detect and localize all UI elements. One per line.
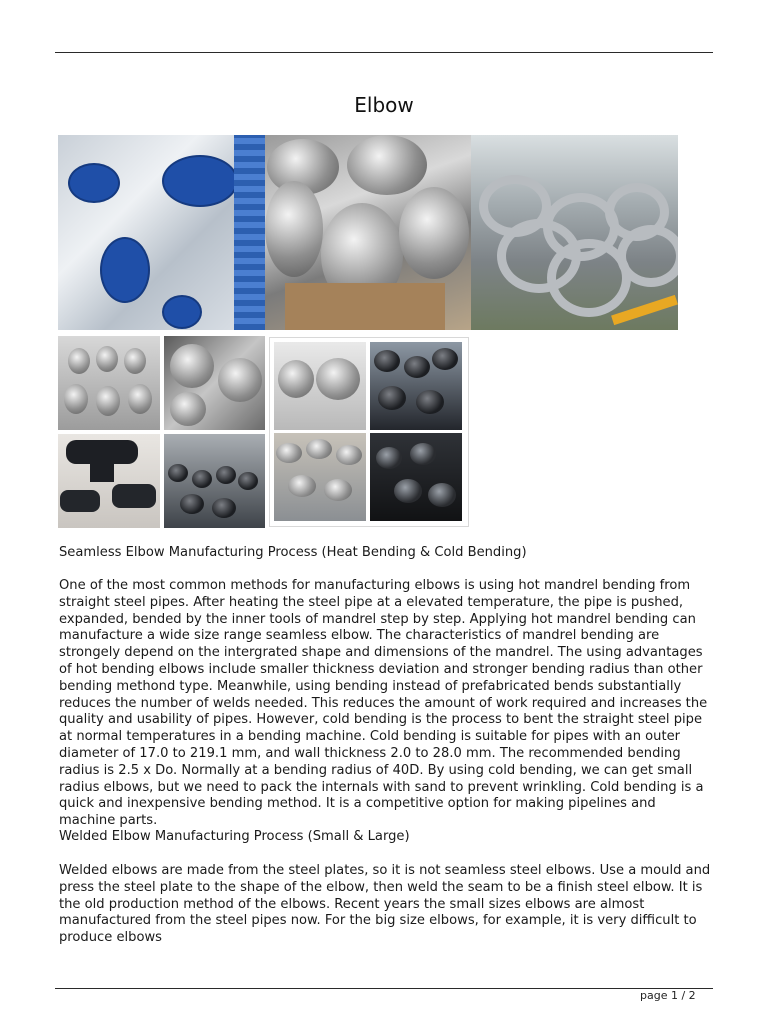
- flange: [306, 439, 332, 459]
- wooden-pallet: [285, 283, 445, 330]
- fitting: [180, 494, 204, 514]
- reducer-fitting: [124, 348, 146, 374]
- elbow-stock-warehouse-photo: [471, 135, 678, 330]
- blue-cap-icon: [162, 295, 202, 329]
- black-elbow: [378, 386, 406, 410]
- flange: [218, 358, 262, 402]
- blue-cap-icon: [162, 155, 238, 207]
- pipe-opening: [265, 181, 323, 277]
- black-elbow: [432, 348, 458, 370]
- flange: [170, 344, 214, 388]
- blue-capped-pipe-fittings-photo: [58, 135, 265, 330]
- flanges-pile-photo: [274, 433, 366, 521]
- flange-photo: [164, 336, 265, 430]
- section-heading-seamless: Seamless Elbow Manufacturing Process (Heat Bending & Cold Bending): [59, 545, 527, 560]
- reducer-fitting: [128, 384, 152, 414]
- fitting: [216, 466, 236, 484]
- pipe-opening: [347, 135, 427, 195]
- black-elbow: [416, 390, 444, 414]
- black-tee: [112, 484, 156, 508]
- flange: [276, 443, 302, 463]
- reducer-fitting: [68, 348, 90, 374]
- footer-rule: [55, 988, 713, 989]
- paragraph-welded: Welded elbows are made from the steel plates, so it is not seamless steel elbows. Use a mould and press the steel plate to the shape of the elbow, then weld the seam to be a finish steel elbow. It is the old production method of the elbows. Recent years the small sizes elbows are almost manufactured from the steel pipes now. For the big size elbows, for example, it is very difficult to produce elbows: [59, 863, 711, 946]
- black-elbows-stack-photo: [370, 342, 462, 430]
- flange: [170, 392, 206, 426]
- pipe-fittings-yard-photo: [164, 434, 265, 528]
- page-title: Elbow: [354, 93, 414, 117]
- steel-couplings-photo: [274, 342, 366, 430]
- fitting: [238, 472, 258, 490]
- stainless-tee-fittings-photo: [265, 135, 471, 330]
- fitting: [212, 498, 236, 518]
- black-tee: [394, 479, 422, 503]
- black-tee: [60, 490, 100, 512]
- reducer-fittings-photo: [58, 336, 160, 430]
- header-rule: [55, 52, 713, 53]
- blue-basket: [234, 135, 265, 330]
- reducer-fitting: [96, 346, 118, 372]
- coupling: [278, 360, 314, 398]
- reducer-fitting: [64, 384, 88, 414]
- black-elbow: [374, 350, 400, 372]
- paragraph-seamless: One of the most common methods for manufacturing elbows is using hot mandrel bending from straight steel pipes. After heating the steel pipe at a elevated temperature, the pipe is pushed, expanded, bended by the inner tools of mandrel step by step. Applying hot mandrel bending can manufacture a wide size range seamless elbow. The characteristics of mandrel bending are strongely depend on the intergrated shape and dimensions of the mandrel. The using advantages of hot bending elbows include smaller thickness deviation and stronger bending radius than other bending methond type. Meanwhile, using bending instead of prefabricated bends substantially reduces the number of welds needed. This reduces the amount of work required and increases the quality and usability of pipes. However, cold bending is the process to bent the straight steel pipe at normal temperatures in a bending machine. Cold bending is suitable for pipes with an outer diameter of 17.0 to 219.1 mm, and wall thickness 2.0 to 28.0 mm. The recommended bending radius is 2.5 x Do. Normally at a bending radius of 40D. By using cold bending, we can get small radius elbows, but we need to pack the internals with sand to prevent wrinkling. Cold bending is a quick and inexpensive bending method. It is a competitive option for making pipelines and machine parts.: [59, 578, 708, 829]
- black-tee-fittings-photo: [58, 434, 160, 528]
- page-number: page 1 / 2: [640, 989, 696, 1002]
- pipe-opening: [399, 187, 469, 279]
- elbow-fitting: [617, 225, 678, 287]
- fitting: [192, 470, 212, 488]
- black-tee: [90, 460, 114, 482]
- black-tee: [428, 483, 456, 507]
- section-heading-welded: Welded Elbow Manufacturing Process (Small & Large): [59, 829, 410, 844]
- coupling: [316, 358, 360, 400]
- fitting: [168, 464, 188, 482]
- black-elbow: [404, 356, 430, 378]
- reducer-fitting: [96, 386, 120, 416]
- blue-cap-icon: [68, 163, 120, 203]
- flange: [336, 445, 362, 465]
- black-tees-pile-photo: [370, 433, 462, 521]
- blue-cap-icon: [100, 237, 150, 303]
- black-tee: [410, 443, 436, 465]
- flange: [288, 475, 316, 497]
- black-tee: [376, 447, 402, 469]
- flange: [324, 479, 352, 501]
